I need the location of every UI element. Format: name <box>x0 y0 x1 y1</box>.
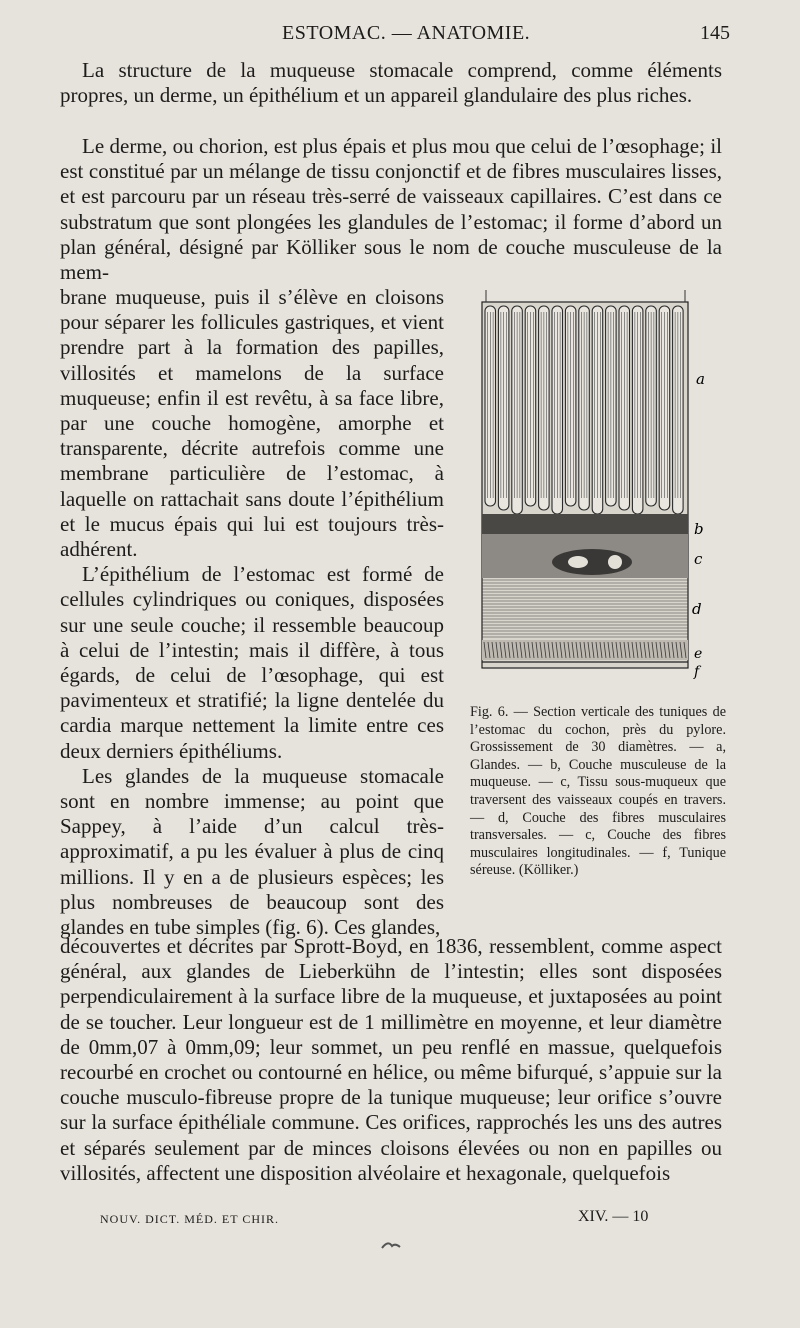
ornament-mark <box>380 1240 402 1250</box>
paragraph-1: La structure de la muqueuse stomacale comprend, comme éléments propres, un derme, un épithélium et un appareil glandulaire des plus riches. <box>60 58 722 108</box>
stomach-section-figure <box>470 288 720 693</box>
text-column <box>60 285 444 940</box>
figure-label-a: a <box>696 370 705 388</box>
running-title: ESTOMAC. — ANATOMIE. <box>282 22 531 44</box>
footer-volume: XIV. — 10 <box>578 1208 649 1225</box>
paragraph-derme-top <box>60 134 722 285</box>
figure-caption <box>470 704 726 880</box>
figure-caption-text: Fig. 6. — Section verticale des tuniques de l’estomac du cochon, près du pylore. Grossissement de 30 diamètres. — a, Glandes. — b, Couche musculeuse de la muqueuse. — c, Tissu sous-muqueux que traversent des vaisseaux coupés en travers. — d, Couche des fibres musculaires transversales. — c, Couche des fibres musculaires longitudinales. — f, Tunique séreuse. (Kölliker.) <box>470 704 726 879</box>
running-header <box>60 22 730 52</box>
paragraph-4-column: Les glandes de la muqueuse stomacale sont en nombre immense; au point que Sappey, à l’aide d’un calcul très-approximatif, a pu les évaluer à plus de cinq millions. Il y en a de plusieurs espèces; les plus nombreuses de beaucoup sont des glandes en tube simples (fig. 6). Ces glandes, <box>60 763 444 940</box>
figure-label-f: f <box>694 664 700 680</box>
paragraph-2-column: brane muqueuse, puis il s’élève en cloisons pour séparer les follicules gastriques, et vient prendre part à la formation des papilles, villosités et mamelons de la surface muqueuse; enfin il est revêtu, à sa face libre, par une couche homogène, amorphe et transparente, décrite autrefois comme une membrane particulière de l’estomac, à laquelle on rattachait sans doute l’épithélium et le mucus épais qui lui est toujours très-adhérent. <box>60 285 444 562</box>
paragraph-3: L’épithélium de l’estomac est formé de cellules cylindriques ou coniques, disposées sur une seule couche; il ressemble beaucoup à celui de l’intestin; mais il diffère, à tous égards, de celui de l’œsophage, qui est pavimenteux et stratifié; la ligne dentelée du cardia marque nettement la limite entre ces deux derniers épithéliums. <box>60 562 444 763</box>
paragraph-structure <box>60 58 722 108</box>
figure-label-c: c <box>694 550 703 568</box>
paragraph-4-full: découvertes et décrites par Sprott-Boyd, en 1836, ressemblent, comme aspect général, aux glandes de Lieberkühn de l’intestin; elles sont disposées perpendiculairement à la surface libre de la muqueuse, et juxtaposées au point de se toucher. Leur longueur est de 1 millimètre en moyenne, et leur diamètre de 0mm,07 à 0mm,09; leur sommet, un peu renflé en massue, quelquefois recourbé en crochet ou contourné en hélice, ou même bifurqué, s’appuie sur la couche musculo-fibreuse propre de la tunique muqueuse; leur orifice s’ouvre sur la surface épithéliale commune. Ces orifices, rapprochés les uns des autres et séparés seulement par de minces cloisons élevées ou non en papilles ou villosités, affectent une disposition alvéolaire et hexagonale, quelquefois <box>60 934 722 1185</box>
page-number: 145 <box>700 22 730 44</box>
figure-label-d: d <box>692 600 702 618</box>
figure-label-b: b <box>694 520 704 538</box>
paragraph-glands-bottom <box>60 934 722 1186</box>
paragraph-2-full: Le derme, ou chorion, est plus épais et plus mou que celui de l’œsophage; il est constitué par un mélange de tissu conjonctif et de fibres musculaires lisses, et est parcouru par un réseau très-serré de vaisseaux capillaires. C’est dans ce substratum que sont plongées les glandules de l’estomac; il forme d’abord un plan général, désigné par Kölliker sous le nom de couche musculeuse de la mem- <box>60 134 722 285</box>
footer-signature: NOUV. DICT. MÉD. ET CHIR. <box>100 1212 280 1226</box>
page-footer <box>100 1208 660 1232</box>
figure-label-e: e <box>694 646 703 662</box>
